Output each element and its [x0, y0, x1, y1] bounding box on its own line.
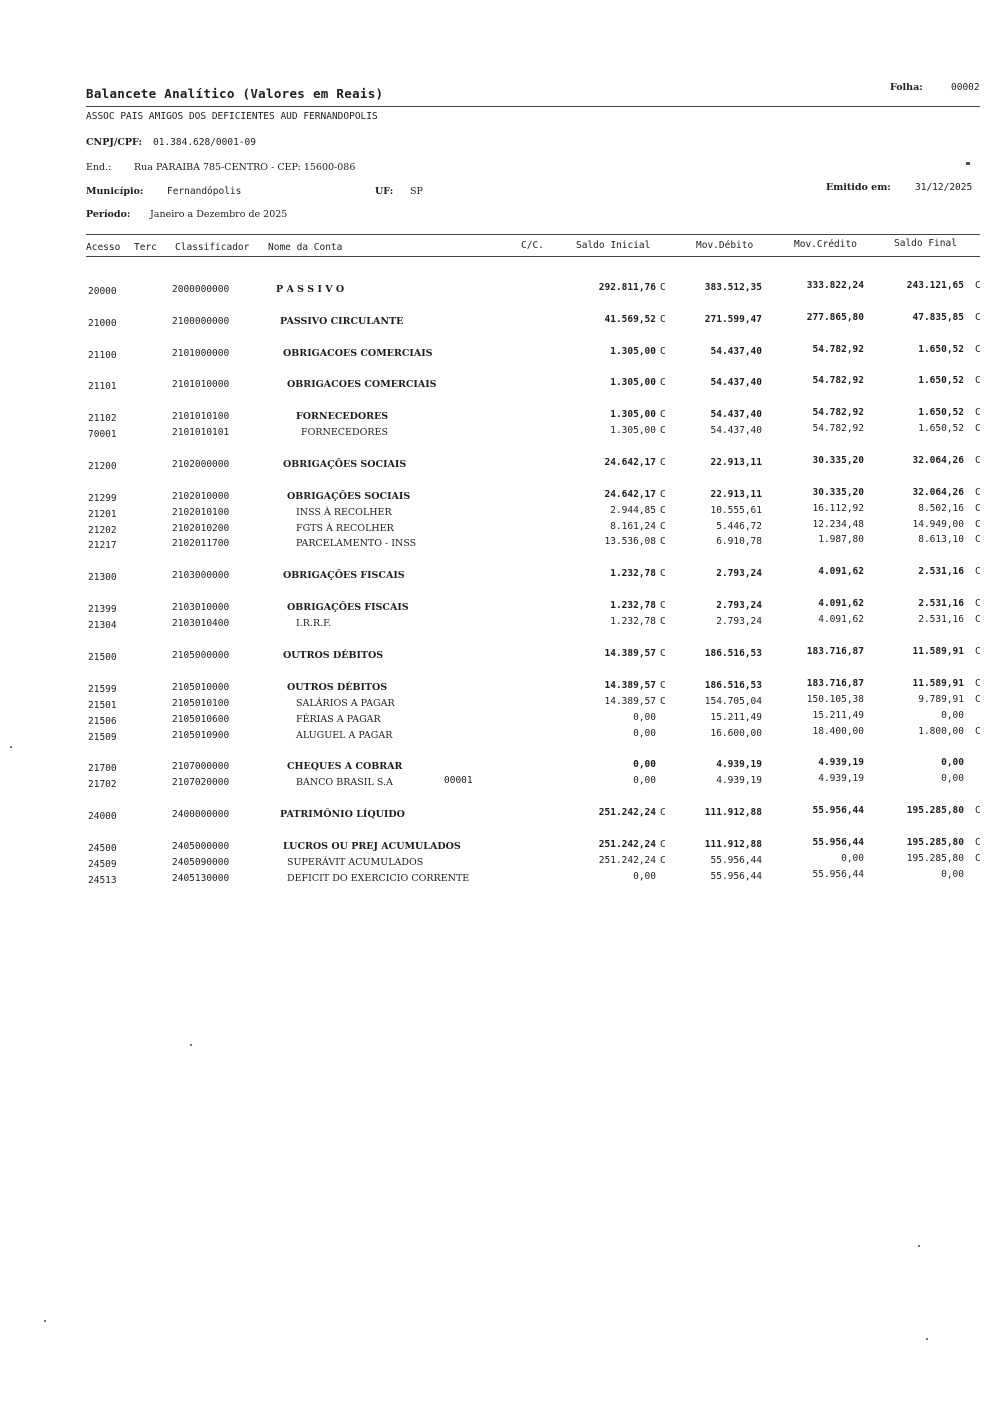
acesso-cell: 21217 — [88, 540, 117, 551]
mov-debito-cell: 2.793,24 — [716, 568, 762, 579]
scan-speck — [926, 1338, 928, 1340]
account-name-cell: I.R.R.F. — [296, 618, 332, 629]
report-title: Balancete Analítico (Valores em Reais) — [86, 86, 384, 101]
table-row — [0, 314, 992, 328]
saldo-inicial-cc-cell: C — [660, 568, 666, 579]
acesso-cell: 21399 — [88, 604, 117, 615]
classificador-cell: 2102010200 — [172, 523, 230, 534]
saldo-final-cell: 1.650,52 — [918, 423, 964, 434]
saldo-inicial-cell: 0,00 — [633, 871, 656, 882]
saldo-final-cc-cell: C — [975, 534, 981, 545]
mov-debito-cell: 54.437,40 — [710, 409, 762, 420]
scan-speck — [10, 746, 12, 748]
saldo-inicial-cc-cell: C — [660, 457, 666, 468]
account-name-cell: PARCELAMENTO - INSS — [296, 538, 417, 549]
col-mov-credito: Mov.Crédito — [794, 239, 857, 250]
acesso-cell: 21299 — [88, 493, 117, 504]
mov-debito-cell: 10.555,61 — [710, 505, 762, 516]
mov-credito-cell: 1.987,80 — [818, 534, 864, 545]
acesso-cell: 21300 — [88, 572, 117, 583]
acesso-cell: 21700 — [88, 763, 117, 774]
classificador-cell: 2405090000 — [172, 857, 230, 868]
saldo-inicial-cell: 251.242,24 — [598, 855, 656, 866]
classificador-cell: 2105010100 — [172, 698, 230, 709]
mov-debito-cell: 4.939,19 — [716, 775, 762, 786]
mov-debito-cell: 111.912,88 — [704, 839, 762, 850]
classificador-cell: 2107020000 — [172, 777, 230, 788]
saldo-inicial-cc-cell: C — [660, 855, 666, 866]
col-mov-debito: Mov.Débito — [696, 240, 754, 251]
mov-debito-cell: 2.793,24 — [716, 600, 762, 611]
account-name-cell: FORNECEDORES — [301, 427, 388, 438]
end-label: End.: — [86, 162, 112, 173]
classificador-cell: 2405130000 — [172, 873, 230, 884]
table-row — [0, 728, 992, 742]
saldo-final-cell: 195.285,80 — [906, 853, 964, 864]
cnpj-value: 01.384.628/0001-09 — [153, 137, 256, 148]
acesso-cell: 24500 — [88, 843, 117, 854]
saldo-inicial-cell: 2.944,85 — [610, 505, 656, 516]
account-name-cell: LUCROS OU PREJ ACUMULADOS — [283, 841, 461, 852]
account-name-cell: OBRIGAÇÕES SOCIAIS — [287, 491, 411, 502]
mov-debito-cell: 111.912,88 — [704, 807, 762, 818]
end-value: Rua PARAIBA 785-CENTRO - CEP: 15600-086 — [134, 162, 356, 173]
account-name-cell: PASSIVO CIRCULANTE — [280, 316, 404, 327]
acesso-cell: 70001 — [88, 429, 117, 440]
mov-debito-cell: 22.913,11 — [710, 457, 762, 468]
classificador-cell: 2103010400 — [172, 618, 230, 629]
saldo-inicial-cc-cell: C — [660, 536, 666, 547]
saldo-inicial-cc-cell: C — [660, 314, 666, 325]
col-nome: Nome da Conta — [268, 242, 343, 253]
mov-credito-cell: 12.234,48 — [812, 519, 864, 530]
account-name-cell: OBRIGAÇÕES FISCAIS — [283, 570, 405, 581]
classificador-cell: 2105010900 — [172, 730, 230, 741]
saldo-inicial-cc-cell: C — [660, 409, 666, 420]
saldo-inicial-cell: 41.569,52 — [604, 314, 656, 325]
col-cc: C/C. — [521, 240, 544, 251]
mov-debito-cell: 54.437,40 — [710, 377, 762, 388]
saldo-final-cell: 0,00 — [941, 710, 964, 721]
saldo-inicial-cell: 1.305,00 — [610, 346, 656, 357]
saldo-inicial-cc-cell: C — [660, 282, 666, 293]
periodo-value: Janeiro a Dezembro de 2025 — [150, 209, 288, 220]
table-row — [0, 712, 992, 726]
classificador-cell: 2101000000 — [172, 348, 230, 359]
classificador-cell: 2100000000 — [172, 316, 230, 327]
saldo-inicial-cell: 251.242,24 — [598, 807, 656, 818]
acesso-cell: 21501 — [88, 700, 117, 711]
saldo-final-cell: 243.121,65 — [906, 280, 964, 291]
account-name-cell: OBRIGACOES COMERCIAIS — [283, 348, 433, 359]
table-row — [0, 616, 992, 630]
classificador-cell: 2102010000 — [172, 491, 230, 502]
account-name-cell: ALUGUEL A PAGAR — [296, 730, 393, 741]
classificador-cell: 2107000000 — [172, 761, 230, 772]
table-row — [0, 775, 992, 789]
saldo-final-cc-cell: C — [975, 853, 981, 864]
saldo-final-cc-cell: C — [975, 614, 981, 625]
mov-credito-cell: 4.939,19 — [818, 773, 864, 784]
saldo-final-cell: 32.064,26 — [912, 487, 964, 498]
mov-debito-cell: 54.437,40 — [710, 346, 762, 357]
col-acesso: Acesso — [86, 242, 121, 253]
table-row — [0, 425, 992, 439]
table-row — [0, 521, 992, 535]
saldo-final-cc-cell: C — [975, 678, 981, 689]
saldo-final-cell: 2.531,16 — [918, 598, 964, 609]
classificador-cell: 2101010100 — [172, 411, 230, 422]
mov-debito-cell: 5.446,72 — [716, 521, 762, 532]
saldo-final-cell: 195.285,80 — [906, 805, 964, 816]
saldo-final-cc-cell: C — [975, 503, 981, 514]
acesso-cell: 21101 — [88, 381, 117, 392]
account-name-cell: BANCO BRASIL S.A — [296, 777, 393, 788]
saldo-inicial-cc-cell: C — [660, 696, 666, 707]
account-name-cell: FORNECEDORES — [296, 411, 389, 422]
scan-speck — [44, 1320, 46, 1322]
classificador-cell: 2105010000 — [172, 682, 230, 693]
mov-credito-cell: 4.091,62 — [818, 566, 864, 577]
mov-credito-cell: 54.782,92 — [812, 423, 864, 434]
acesso-cell: 20000 — [88, 286, 117, 297]
classificador-cell: 2102000000 — [172, 459, 230, 470]
mov-debito-cell: 6.910,78 — [716, 536, 762, 547]
saldo-inicial-cc-cell: C — [660, 680, 666, 691]
saldo-inicial-cc-cell: C — [660, 616, 666, 627]
mov-credito-cell: 4.091,62 — [818, 598, 864, 609]
table-row — [0, 871, 992, 885]
acesso-cell: 21599 — [88, 684, 117, 695]
saldo-final-cc-cell: C — [975, 375, 981, 386]
mov-debito-cell: 22.913,11 — [710, 489, 762, 500]
account-name-cell: P A S S I V O — [276, 284, 345, 295]
saldo-inicial-cc-cell: C — [660, 600, 666, 611]
account-name-cell: FGTS À RECOLHER — [296, 523, 394, 534]
saldo-final-cc-cell: C — [975, 423, 981, 434]
acesso-cell: 21500 — [88, 652, 117, 663]
saldo-inicial-cell: 14.389,57 — [604, 696, 656, 707]
saldo-inicial-cell: 1.232,78 — [610, 616, 656, 627]
saldo-inicial-cell: 0,00 — [633, 759, 656, 770]
mov-credito-cell: 333.822,24 — [806, 280, 864, 291]
classificador-cell: 2400000000 — [172, 809, 230, 820]
mov-debito-cell: 4.939,19 — [716, 759, 762, 770]
title-rule — [86, 106, 980, 107]
mov-credito-cell: 0,00 — [841, 853, 864, 864]
scan-speck — [190, 1044, 192, 1046]
mov-credito-cell: 4.939,19 — [818, 757, 864, 768]
table-row — [0, 855, 992, 869]
mov-credito-cell: 55.956,44 — [812, 869, 864, 880]
saldo-final-cell: 2.531,16 — [918, 566, 964, 577]
saldo-final-cc-cell: C — [975, 805, 981, 816]
mov-debito-cell: 2.793,24 — [716, 616, 762, 627]
saldo-inicial-cc-cell: C — [660, 521, 666, 532]
uf-value: SP — [410, 186, 423, 197]
mov-debito-cell: 154.705,04 — [704, 696, 762, 707]
entity-name: ASSOC PAIS AMIGOS DOS DEFICIENTES AUD FERNANDOPOLIS — [86, 111, 378, 122]
saldo-final-cc-cell: C — [975, 280, 981, 291]
saldo-final-cell: 14.949,00 — [912, 519, 964, 530]
emitido-label: Emitido em: — [826, 182, 891, 193]
saldo-inicial-cell: 292.811,76 — [598, 282, 656, 293]
saldo-final-cc-cell: C — [975, 519, 981, 530]
saldo-final-cc-cell: C — [975, 312, 981, 323]
table-row — [0, 489, 992, 503]
saldo-inicial-cc-cell: C — [660, 839, 666, 850]
mov-debito-cell: 54.437,40 — [710, 425, 762, 436]
saldo-inicial-cell: 0,00 — [633, 775, 656, 786]
acesso-cell: 21102 — [88, 413, 117, 424]
mov-credito-cell: 15.211,49 — [812, 710, 864, 721]
col-saldo-inicial: Saldo Inicial — [576, 240, 651, 251]
acesso-cell: 21509 — [88, 732, 117, 743]
table-row — [0, 759, 992, 773]
folha-value: 00002 — [951, 82, 980, 93]
saldo-final-cell: 1.650,52 — [918, 344, 964, 355]
saldo-final-cc-cell: C — [975, 726, 981, 737]
saldo-inicial-cell: 0,00 — [633, 728, 656, 739]
saldo-inicial-cell: 1.232,78 — [610, 568, 656, 579]
mov-credito-cell: 16.112,92 — [812, 503, 864, 514]
mov-credito-cell: 55.956,44 — [812, 805, 864, 816]
acesso-cell: 21200 — [88, 461, 117, 472]
scan-speck — [966, 162, 970, 165]
col-classificador: Classificador — [175, 242, 250, 253]
saldo-inicial-cell: 1.232,78 — [610, 600, 656, 611]
saldo-inicial-cell: 1.305,00 — [610, 425, 656, 436]
uf-label: UF: — [375, 186, 394, 197]
account-name-cell: OBRIGAÇÕES FISCAIS — [287, 602, 409, 613]
saldo-final-cell: 9.789,91 — [918, 694, 964, 705]
table-row — [0, 600, 992, 614]
saldo-inicial-cc-cell: C — [660, 807, 666, 818]
classificador-cell: 2103000000 — [172, 570, 230, 581]
saldo-inicial-cc-cell: C — [660, 377, 666, 388]
saldo-final-cell: 0,00 — [941, 773, 964, 784]
saldo-inicial-cell: 13.536,08 — [604, 536, 656, 547]
mov-credito-cell: 30.335,20 — [812, 455, 864, 466]
classificador-cell: 2000000000 — [172, 284, 230, 295]
saldo-inicial-cc-cell: C — [660, 425, 666, 436]
saldo-final-cell: 1.800,00 — [918, 726, 964, 737]
saldo-inicial-cc-cell: C — [660, 505, 666, 516]
saldo-final-cc-cell: C — [975, 344, 981, 355]
acesso-cell: 21702 — [88, 779, 117, 790]
classificador-cell: 2101010000 — [172, 379, 230, 390]
emitido-value: 31/12/2025 — [915, 182, 973, 193]
acesso-cell: 21506 — [88, 716, 117, 727]
acesso-cell: 24509 — [88, 859, 117, 870]
mov-credito-cell: 30.335,20 — [812, 487, 864, 498]
cnpj-label: CNPJ/CPF: — [86, 137, 142, 148]
acesso-cell: 21100 — [88, 350, 117, 361]
municipio-value: Fernandópolis — [167, 186, 242, 197]
acesso-cell: 24513 — [88, 875, 117, 886]
saldo-final-cell: 0,00 — [941, 869, 964, 880]
saldo-inicial-cc-cell: C — [660, 346, 666, 357]
classificador-cell: 2102010100 — [172, 507, 230, 518]
saldo-inicial-cell: 24.642,17 — [604, 489, 656, 500]
saldo-final-cc-cell: C — [975, 455, 981, 466]
classificador-cell: 2405000000 — [172, 841, 230, 852]
acesso-cell: 24000 — [88, 811, 117, 822]
saldo-final-cell: 47.835,85 — [912, 312, 964, 323]
acesso-cell: 21304 — [88, 620, 117, 631]
table-row — [0, 377, 992, 391]
saldo-inicial-cc-cell: C — [660, 648, 666, 659]
mov-debito-cell: 271.599,47 — [704, 314, 762, 325]
table-row — [0, 696, 992, 710]
saldo-inicial-cell: 14.389,57 — [604, 648, 656, 659]
acesso-cell: 21000 — [88, 318, 117, 329]
table-row — [0, 346, 992, 360]
saldo-inicial-cell: 1.305,00 — [610, 377, 656, 388]
account-name-cell: OUTROS DÉBITOS — [283, 650, 384, 661]
account-name-cell: OUTROS DÉBITOS — [287, 682, 388, 693]
table-row — [0, 536, 992, 550]
saldo-final-cell: 11.589,91 — [912, 646, 964, 657]
mov-credito-cell: 54.782,92 — [812, 407, 864, 418]
classificador-cell: 2105010600 — [172, 714, 230, 725]
classificador-cell: 2102011700 — [172, 538, 230, 549]
mov-debito-cell: 16.600,00 — [710, 728, 762, 739]
saldo-final-cell: 11.589,91 — [912, 678, 964, 689]
saldo-final-cc-cell: C — [975, 837, 981, 848]
saldo-final-cell: 1.650,52 — [918, 407, 964, 418]
saldo-final-cell: 1.650,52 — [918, 375, 964, 386]
classificador-cell: 2105000000 — [172, 650, 230, 661]
table-row — [0, 568, 992, 582]
saldo-final-cell: 8.613,10 — [918, 534, 964, 545]
saldo-final-cell: 0,00 — [941, 757, 964, 768]
saldo-inicial-cell: 14.389,57 — [604, 680, 656, 691]
mov-credito-cell: 54.782,92 — [812, 344, 864, 355]
table-row — [0, 648, 992, 662]
account-name-cell: OBRIGAÇÕES SOCIAIS — [283, 459, 407, 470]
saldo-final-cell: 2.531,16 — [918, 614, 964, 625]
folha-label: Folha: — [890, 82, 923, 93]
account-name-cell: PATRIMÔNIO LÍQUIDO — [280, 809, 405, 820]
table-row — [0, 807, 992, 821]
saldo-inicial-cell: 251.242,24 — [598, 839, 656, 850]
mov-credito-cell: 54.782,92 — [812, 375, 864, 386]
saldo-inicial-cell: 0,00 — [633, 712, 656, 723]
periodo-label: Período: — [86, 209, 131, 220]
saldo-inicial-cell: 8.161,24 — [610, 521, 656, 532]
mov-credito-cell: 18.400,00 — [812, 726, 864, 737]
mov-credito-cell: 183.716,87 — [806, 646, 864, 657]
classificador-cell: 2101010101 — [172, 427, 230, 438]
saldo-inicial-cell: 24.642,17 — [604, 457, 656, 468]
account-name-cell: OBRIGACOES COMERCIAIS — [287, 379, 437, 390]
saldo-final-cc-cell: C — [975, 566, 981, 577]
header-bottom-rule — [86, 256, 980, 257]
mov-debito-cell: 186.516,53 — [704, 680, 762, 691]
mov-debito-cell: 55.956,44 — [710, 871, 762, 882]
saldo-final-cell: 8.502,16 — [918, 503, 964, 514]
account-name-cell: INSS À RECOLHER — [296, 507, 392, 518]
saldo-final-cc-cell: C — [975, 694, 981, 705]
col-terc: Terc — [134, 242, 157, 253]
acesso-cell: 21201 — [88, 509, 117, 520]
saldo-final-cc-cell: C — [975, 487, 981, 498]
table-row — [0, 680, 992, 694]
mov-credito-cell: 4.091,62 — [818, 614, 864, 625]
saldo-final-cc-cell: C — [975, 407, 981, 418]
account-name-cell: FÉRIAS A PAGAR — [296, 714, 381, 725]
classificador-cell: 2103010000 — [172, 602, 230, 613]
table-row — [0, 409, 992, 423]
mov-credito-cell: 55.956,44 — [812, 837, 864, 848]
mov-credito-cell: 150.105,38 — [806, 694, 864, 705]
table-row — [0, 457, 992, 471]
col-saldo-final: Saldo Final — [894, 238, 957, 249]
terc-cell: 00001 — [444, 775, 473, 786]
account-name-cell: DEFICIT DO EXERCICIO CORRENTE — [287, 873, 470, 884]
saldo-final-cc-cell: C — [975, 646, 981, 657]
saldo-final-cc-cell: C — [975, 598, 981, 609]
scan-speck — [918, 1245, 920, 1247]
account-name-cell: SALÁRIOS A PAGAR — [296, 698, 395, 709]
acesso-cell: 21202 — [88, 525, 117, 536]
mov-debito-cell: 186.516,53 — [704, 648, 762, 659]
mov-credito-cell: 277.865,80 — [806, 312, 864, 323]
table-row — [0, 282, 992, 296]
mov-debito-cell: 383.512,35 — [704, 282, 762, 293]
mov-credito-cell: 183.716,87 — [806, 678, 864, 689]
saldo-inicial-cell: 1.305,00 — [610, 409, 656, 420]
table-row — [0, 839, 992, 853]
mov-debito-cell: 55.956,44 — [710, 855, 762, 866]
saldo-final-cell: 32.064,26 — [912, 455, 964, 466]
municipio-label: Município: — [86, 186, 144, 197]
saldo-inicial-cc-cell: C — [660, 489, 666, 500]
header-top-rule — [86, 234, 980, 235]
mov-debito-cell: 15.211,49 — [710, 712, 762, 723]
account-name-cell: CHEQUES A COBRAR — [287, 761, 403, 772]
table-row — [0, 505, 992, 519]
account-name-cell: SUPERÁVIT ACUMULADOS — [287, 857, 424, 868]
saldo-final-cell: 195.285,80 — [906, 837, 964, 848]
